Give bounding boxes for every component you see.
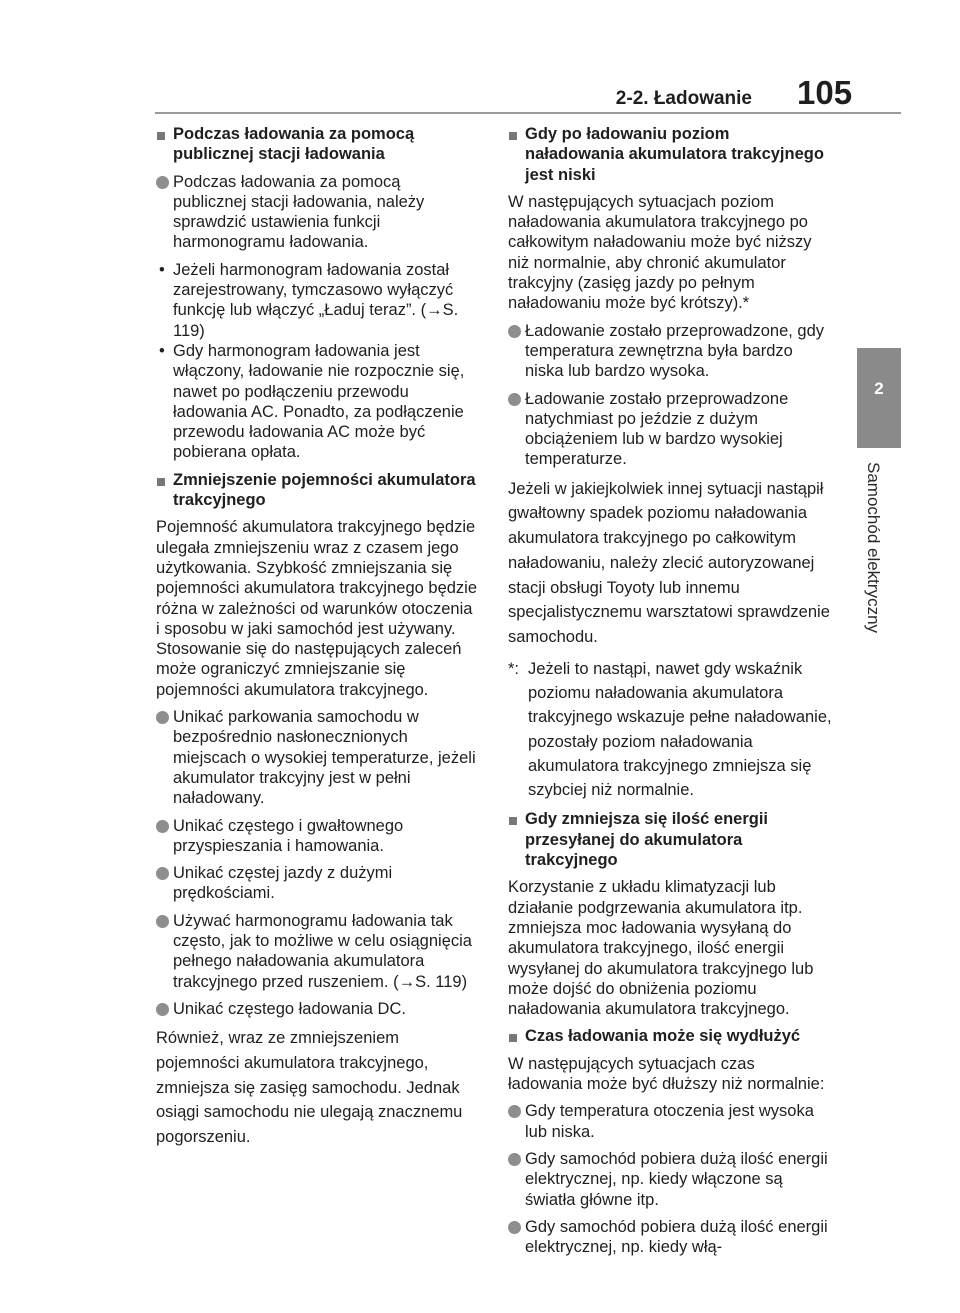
chapter-tab[interactable] — [857, 348, 901, 448]
heading-energy — [508, 809, 833, 870]
circle-bullet-icon — [156, 176, 169, 189]
section-title: 2-2. Ładowanie — [615, 88, 752, 109]
heading-capacity — [156, 470, 478, 511]
bullet-text: Gdy temperatura otoczenia jest wysoka lub niska. — [525, 1102, 814, 1141]
heading-text: Gdy zmniejsza się ilość energii przesyłanej do akumulatora trakcyjnego — [525, 810, 769, 870]
footnote-text: Jeżeli to nastąpi, nawet gdy wskaźnik poziomu naładowania akumulatora trakcyjnego wskazuje pełne naładowanie, pozostały poziom naładowania akumulatora trakcyjnego zmniejsza się szybciej niż normalnie. — [528, 659, 832, 800]
bullet-text: Używać harmonogramu ładowania tak często, jak to możliwe w celu osiągnięcia pełnego naładowania akumulatora trakcyjnego przed ruszeniem. (→S. 119) — [173, 911, 472, 991]
heading-low-level — [508, 124, 833, 185]
bullet-item — [156, 911, 478, 992]
bullet-text: Unikać częstego i gwałtownego przyspieszania i hamowania. — [173, 816, 404, 855]
circle-bullet-icon — [156, 1003, 169, 1016]
left-column — [156, 124, 478, 1157]
heading-charge-time — [508, 1026, 833, 1046]
bullet-item — [508, 321, 833, 382]
chapter-label: Samochód elektryczny — [864, 462, 883, 634]
chapter-number: 2 — [874, 379, 884, 398]
square-bullet-icon: ■ — [508, 812, 518, 831]
dash-item — [156, 341, 478, 463]
bullet-item — [508, 1217, 833, 1258]
bullet-item — [508, 1149, 833, 1210]
bullet-item — [508, 1101, 833, 1142]
circle-bullet-icon — [508, 1105, 521, 1118]
paragraph: Również, wraz ze zmniejszeniem pojemności akumulatora trakcyjnego, zmniejsza się zasięg samochodu. Jednak osiągi samochodu nie ulegają znacznemu pogorszeniu. — [156, 1029, 463, 1146]
heading-text: Zmniejszenie pojemności akumulatora trakcyjnego — [173, 470, 476, 510]
bullet-text: Unikać częstej jazdy z dużymi prędkościami. — [173, 864, 393, 903]
footnote-mark: *: — [508, 659, 520, 678]
bullet-item — [156, 999, 478, 1019]
dash-text: Jeżeli harmonogram ładowania został zarejestrowany, tymczasowo wyłączyć funkcję lub włączyć „Ładuj teraz”. (→S. 119) — [173, 260, 459, 340]
footnote — [508, 657, 833, 803]
dash-item — [156, 260, 478, 341]
bullet-item — [508, 389, 833, 470]
bullet-text: Gdy samochód pobiera dużą ilość energii elektrycznej, np. kiedy włączone są światła główne itp. — [525, 1149, 828, 1209]
header-rule — [155, 112, 901, 114]
bullet-text: Ładowanie zostało przeprowadzone natychmiast po jeździe z dużym obciążeniem lub w bardzo wysokiej temperaturze. — [525, 389, 789, 469]
circle-bullet-icon — [508, 325, 521, 338]
circle-bullet-icon — [508, 1153, 521, 1166]
square-bullet-icon: ■ — [156, 127, 166, 145]
bullet-item — [156, 707, 478, 808]
bullet-item — [156, 172, 478, 253]
square-bullet-icon: ■ — [508, 127, 518, 145]
circle-bullet-icon — [508, 1221, 521, 1234]
circle-bullet-icon — [156, 867, 169, 880]
circle-bullet-icon — [508, 393, 521, 406]
circle-bullet-icon — [156, 820, 169, 833]
paragraph: W następujących sytuacjach czas ładowania może być dłuższy niż normalnie: — [508, 1054, 825, 1094]
dash-bullet-icon: • — [159, 341, 165, 360]
circle-bullet-icon — [156, 711, 169, 724]
bullet-text: Ładowanie zostało przeprowadzone, gdy temperatura zewnętrzna była bardzo niska lub bardzo wysoka. — [525, 321, 825, 381]
heading-public-station — [156, 124, 478, 165]
bullet-text: Podczas ładowania za pomocą publicznej stacji ładowania, należy sprawdzić ustawienia funkcji harmonogramu ładowania. — [173, 172, 425, 252]
right-column — [508, 124, 833, 1264]
bullet-item — [156, 863, 478, 904]
page-number: 105 — [797, 74, 853, 111]
paragraph: Jeżeli w jakiejkolwiek innej sytuacji nastąpił gwałtowny spadek poziomu naładowania akumulatora trakcyjnego po całkowitym naładowaniu, należy zlecić autoryzowanej stacji obsługi Toyoty lub innemu specjalistycznemu warsztatowi sprawdzenie samochodu. — [508, 479, 830, 646]
heading-text: Podczas ładowania za pomocą publicznej stacji ładowania — [173, 125, 415, 164]
paragraph: Pojemność akumulatora trakcyjnego będzie ulegała zmniejszeniu wraz z czasem jego użytkowania. Szybkość zmniejszania się pojemności akumulatora trakcyjnego będzie różna w zależności od warunków otoczenia i sposobu w jaki samochód jest używany. Stosowanie się do następujących zaleceń może ograniczyć zmniejszanie się pojemności akumulatora trakcyjnego. — [156, 518, 478, 699]
square-bullet-icon: ■ — [508, 1029, 518, 1048]
dash-text: Gdy harmonogram ładowania jest włączony, ładowanie nie rozpocznie się, nawet po podłączeniu przewodu ładowania AC. Ponadto, za podłączenie przewodu ładowania AC może być pobierana opłata. — [173, 341, 465, 462]
heading-text: Czas ładowania może się wydłużyć — [525, 1027, 801, 1046]
paragraph: Korzystanie z układu klimatyzacji lub działanie podgrzewania akumulatora itp. zmniejsza moc ładowania wysyłaną do akumulatora trakcyjnego, ilość energii wysyłanej do akumulatora trakcyjnego lub może dojść do obniżenia poziomu naładowania akumulatora trakcyjnego. — [508, 878, 814, 1019]
paragraph: W następujących sytuacjach poziom naładowania akumulatora trakcyjnego po całkowitym naładowaniu może być niższy niż normalnie, aby chronić akumulator trakcyjny (zasięg jazdy po pełnym naładowaniu może być krótszy).* — [508, 192, 812, 313]
circle-bullet-icon — [156, 915, 169, 928]
bullet-text: Unikać częstego ładowania DC. — [173, 999, 406, 1018]
bullet-text: Unikać parkowania samochodu w bezpośrednio nasłonecznionych miejscach o wysokiej temperaturze, jeżeli akumulator trakcyjny jest w pełni naładowany. — [173, 708, 476, 808]
heading-text: Gdy po ładowaniu poziom naładowania akumulatora trakcyjnego jest niski — [525, 125, 824, 184]
bullet-text: Gdy samochód pobiera dużą ilość energii elektrycznej, np. kiedy włą- — [525, 1217, 828, 1257]
square-bullet-icon: ■ — [156, 472, 166, 491]
dash-bullet-icon: • — [159, 260, 165, 279]
bullet-item — [156, 816, 478, 857]
